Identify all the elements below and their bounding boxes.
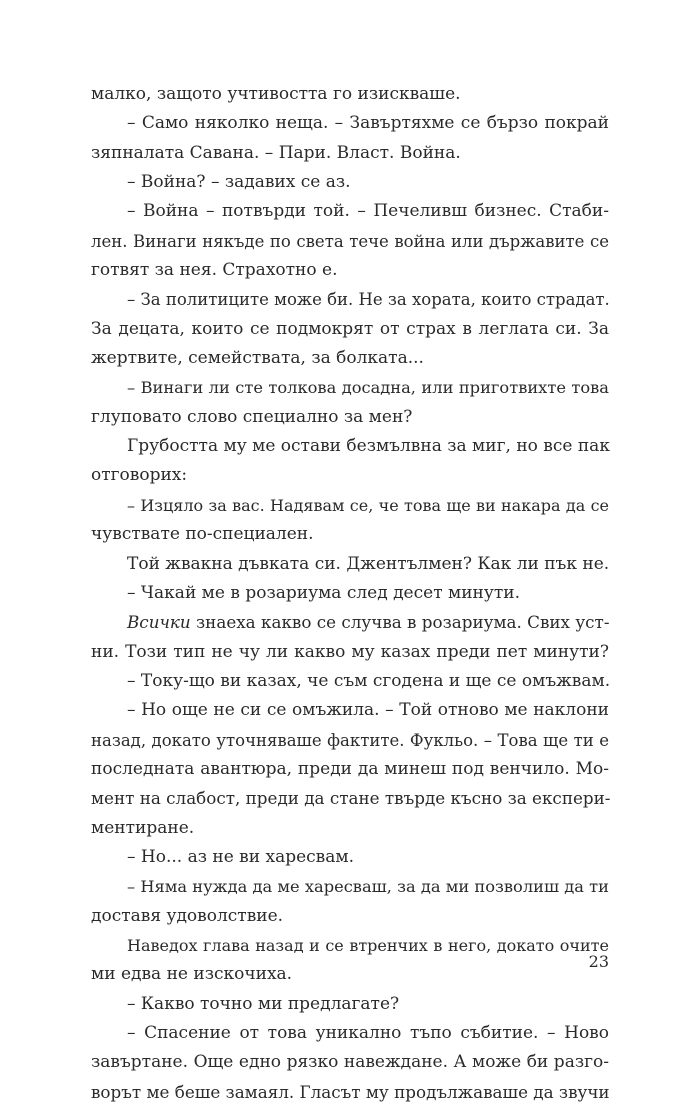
text-line: – Но... аз не ви харесвам. (127, 846, 355, 867)
text-line: – Изцяло за вас. Надявам се, че това ще ви накара да се (127, 495, 609, 515)
text-line: жертвите, семействата, за болката... (91, 348, 424, 369)
text-line: – Току-що ви казах, че съм сгодена и ще се омъжвам. (127, 670, 611, 691)
page-number: 23 (588, 952, 609, 971)
text-line: отговорих: (91, 465, 188, 486)
text-line: последната авантюра, преди да минеш под венчило. Мо- (91, 758, 609, 779)
text-line: – Какво точно ми предлагате? (127, 993, 400, 1014)
text-line: Грубостта му ме остави безмълвна за миг, но все пак (127, 436, 610, 457)
text-line: малко, защото учтивостта го изискваше. (91, 84, 461, 104)
text-line: назад, докато уточняваше фактите. Фукльо. – Това ще ти е (91, 730, 609, 750)
text-line: зяпналата Савана. – Пари. Власт. Война. (91, 142, 461, 163)
text-line (91, 608, 609, 637)
text-line: ни. Този тип не чу ли какво му казах преди пет минути? (91, 641, 609, 662)
text-run: знаеха какво се случва в розариума. Свих уст- (190, 612, 610, 633)
text-line: – Винаги ли сте толкова досадна, или приготвихте това (127, 378, 609, 398)
body-text (91, 80, 609, 1107)
text-line: – Няма нужда да ме харесваш, за да ми позволиш да ти (127, 877, 609, 897)
text-line: мент на слабост, преди да стане твърде късно за експери- (91, 788, 611, 809)
text-line: – Само няколко неща. – Завъртяхме се бързо покрай (127, 113, 609, 134)
text-line: – Но още не си се омъжила. – Той отново ме наклони (127, 700, 609, 721)
text-line: – Война? – задавих се аз. (127, 172, 351, 193)
italic-word: Всички (127, 612, 191, 633)
text-line: завъртане. Още едно рязко навеждане. А може би разго- (91, 1052, 609, 1073)
text-line: доставя удоволствие. (91, 905, 284, 926)
text-line: – За политиците може би. Не за хората, които страдат. (127, 290, 610, 310)
text-line: готвят за нея. Страхотно е. (91, 260, 338, 281)
text-line: чувствате по-специален. (91, 524, 314, 545)
text-line: Той жвакна дъвката си. Джентълмен? Как ли пък не. (127, 553, 610, 574)
text-line: лен. Винаги някъде по света тече война или държавите се (91, 231, 609, 251)
text-line: – Чакай ме в розариума след десет минути. (127, 582, 521, 603)
text-line: – Война – потвърди той. – Печеливш бизнес. Стаби- (127, 201, 609, 222)
text-line: ворът ме беше замаял. Гласът му продължаваше да звучи (91, 1081, 610, 1102)
text-line: ментиране. (91, 817, 195, 838)
text-line: – Спасение от това уникално тъпо събитие. – Ново (127, 1023, 609, 1043)
text-line: Наведох глава назад и се втренчих в него, докато очите (127, 935, 609, 955)
text-line: глуповато слово специално за мен? (91, 406, 413, 427)
text-line: ми едва не изскочиха. (91, 964, 293, 985)
text-line: За децата, които се подмокрят от страх в леглата си. За (91, 318, 609, 339)
